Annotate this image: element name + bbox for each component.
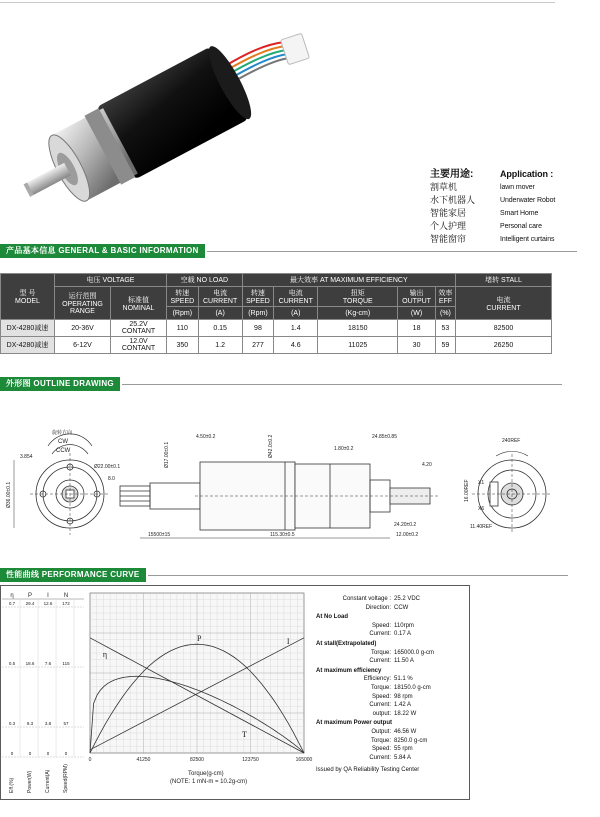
x-tick-label: 165000: [295, 757, 313, 763]
y-scale-head: P: [27, 593, 33, 599]
y-scale-columns: [2, 593, 84, 793]
section-curve-title: 性能曲线 PERFORMANCE CURVE: [0, 568, 146, 582]
application-block: [430, 168, 595, 246]
eta-label: η: [102, 650, 108, 659]
stall-header: 堵转 STALL: [456, 274, 552, 287]
param-row: Speed: 98 rpm: [371, 693, 413, 700]
param-row: output: 18.22 W: [372, 710, 417, 717]
y-scale-head: I: [47, 593, 49, 599]
section-curve-header: [0, 568, 568, 582]
dim-shaft: 4.50±0.2: [196, 434, 216, 440]
rotation-label: 旋转方向: [52, 430, 73, 436]
y-scale-tick: 0: [10, 751, 14, 756]
application-item: 个人护理 Personal care: [430, 221, 542, 231]
param-row: Output: 46.56 W: [371, 728, 417, 735]
y-scale-tick: 0.3: [8, 721, 16, 726]
y-scale-tick: 9.3: [26, 721, 34, 726]
y-scale-head: N: [63, 593, 69, 599]
x-tick-label: 0: [88, 757, 92, 763]
dim-d10: 11.40REF: [470, 524, 493, 530]
outline-drawing: [0, 398, 560, 556]
power-label: P: [197, 634, 202, 643]
y-scale-tick: 0: [28, 751, 32, 756]
dim-d5: 1.80±0.2: [334, 446, 354, 452]
application-title-en: Application :: [500, 169, 554, 179]
y-scale-tick: 0: [46, 751, 50, 756]
x-tick-label: 41250: [136, 757, 151, 763]
y-scale-tick: 7.6: [44, 661, 52, 666]
dim-d4: Ø22.00±0.1: [94, 464, 121, 470]
param-group-title: At maximum efficiency: [316, 667, 382, 674]
param-group-title: At stall(Extrapolated): [316, 640, 377, 647]
param-row: Torque: 18150.0 g-cm: [370, 684, 431, 691]
param-row: Constant voltage : 25.2 VDC: [342, 596, 421, 602]
section-outline-header: [0, 377, 562, 391]
dim-d3: Ø17.00±0.1: [164, 441, 170, 468]
y-axis-label: Current(A): [45, 769, 51, 793]
top-rule: [0, 2, 555, 3]
current-label: I: [286, 637, 290, 647]
y-scale-tick: 0.7: [8, 601, 16, 606]
y-scale-tick: 3.8: [44, 721, 52, 726]
x-tick-label: 82500: [190, 757, 204, 763]
application-title-zh: 主要用途:: [430, 169, 474, 180]
y-scale-tick: 0: [64, 751, 68, 756]
speed-label: T: [241, 730, 247, 739]
param-row: Direction: CCW: [365, 604, 409, 611]
param-row: Torque: 165000.0 g-cm: [370, 649, 435, 656]
y-scale-tick: 29.4: [25, 601, 35, 606]
voltage-header: 电压 VOLTAGE: [55, 274, 167, 287]
param-row: Current: 1.42 A: [369, 702, 412, 709]
y-scale-tick: 172: [62, 601, 70, 606]
application-item: 智能家居 Smart Home: [430, 208, 539, 218]
dim-small2: 8.0: [108, 476, 115, 482]
table-row: DX-4280减速 20-36V 25.2V CONTANT 110 0.15 98 1.4 18150 18 53 82500: [1, 320, 552, 337]
performance-parameters: [316, 595, 466, 775]
dim-len-wire: 15500±15: [148, 532, 171, 538]
dim-small1: 3.854: [20, 454, 33, 460]
param-row: Speed: 55 rpm: [371, 746, 413, 753]
y-scale-tick: 0.5: [8, 661, 16, 666]
ccw-label: CCW: [56, 448, 71, 454]
x6-label: X6: [478, 506, 485, 512]
x-axis-label: Torque(g-cm): [188, 771, 224, 777]
dim-d9: 12.00±0.2: [396, 532, 419, 538]
table-row: DX-4280减速 6-12V 12.0V CONTANT 350 1.2 277 4.6 11025 30 59 26250: [1, 337, 552, 354]
y-scale-tick: 115: [62, 661, 70, 666]
spec-table: 型 号 MODEL 电压 VOLTAGE 空载 NO LOAD 最大效率 AT MAXIMUM EFFICIENCY 堵转 STALL 运行范围 OPERATING RANGE 标准值 NOMINAL 转速 SPEED 电流 CURRENT 转速 SPEED 电流 CURRENT 扭矩 TORQUE 输出 OUTPUT 效率 EFF 电流 CURRENT (Rpm) (A) (Rpm) (A) (Kg-cm) (W) (%) DX-4280减速 20-36V 25.2V CONTANT 110 0.15 98 1.4 18150 18 53 82500 DX-4280减速 6-12V 12.0V CONTANT 350 1.2 277 4.6 11025 30 59 26250: [0, 273, 552, 354]
y-axis-label: Eff.(%): [9, 777, 15, 793]
section-outline-title: 外形图 OUTLINE DRAWING: [0, 377, 120, 391]
cw-label: CW: [58, 439, 68, 445]
rear-view: [472, 451, 552, 534]
side-view: [120, 462, 440, 530]
dim-d2: Ø42.0±0.2: [268, 434, 274, 458]
param-row: Torque: 8250.0 g-cm: [370, 737, 428, 744]
x-axis-note: (NOTE: 1 mN-m = 10.2g-cm): [170, 779, 248, 785]
y-axis-label: Speed(RPM): [63, 764, 69, 793]
param-row: Current: 11.50 A: [369, 658, 414, 665]
application-item: 智能窗帘 Intelligent curtains: [430, 234, 555, 244]
y-axis-label: Power(W): [27, 770, 33, 793]
x-tick-label: 123750: [242, 757, 259, 763]
y-scale-tick: 57: [63, 721, 69, 726]
application-item: 水下机器人 Underwater Robot: [430, 195, 556, 205]
dim-d1: Ø36.00±0.1: [6, 481, 12, 508]
param-row: Speed: 110rpm: [371, 622, 414, 629]
motor-illustration: [0, 14, 330, 214]
y-scale-head: η: [10, 593, 14, 599]
x1-label: X1: [478, 480, 485, 486]
y-scale-tick: 12.6: [43, 601, 53, 606]
param-group-title: At No Load: [316, 614, 348, 621]
param-group-title: At maximum Power output: [316, 720, 393, 727]
y-scale-tick: 18.6: [25, 661, 35, 666]
section-basic-header: [0, 244, 577, 258]
application-item: 割草机 lawn mover: [430, 182, 535, 192]
no-load-header: 空载 NO LOAD: [167, 274, 243, 287]
dim-d8: 24.20±0.2: [394, 522, 417, 528]
section-basic-title: 产品基本信息 GENERAL & BASIC INFORMATION: [0, 244, 205, 258]
max-eff-header: 最大效率 AT MAXIMUM EFFICIENCY: [242, 274, 455, 287]
param-row: Current: 5.84 A: [369, 754, 412, 761]
dim-d7: 4.20: [422, 462, 432, 468]
dim-d12: 240REF: [502, 438, 521, 444]
param-row: Current: 0.17 A: [369, 631, 412, 638]
x-ticks: [89, 757, 313, 763]
dim-len-total: 115.30±0.5: [270, 532, 295, 538]
dim-d11: 16.00REF: [464, 479, 470, 502]
param-footer: Issued by QA Reliability Testing Center: [316, 767, 420, 774]
dim-d6: 24.85±0.85: [372, 434, 397, 440]
param-row: Efficiency: 51.1 %: [363, 676, 413, 683]
